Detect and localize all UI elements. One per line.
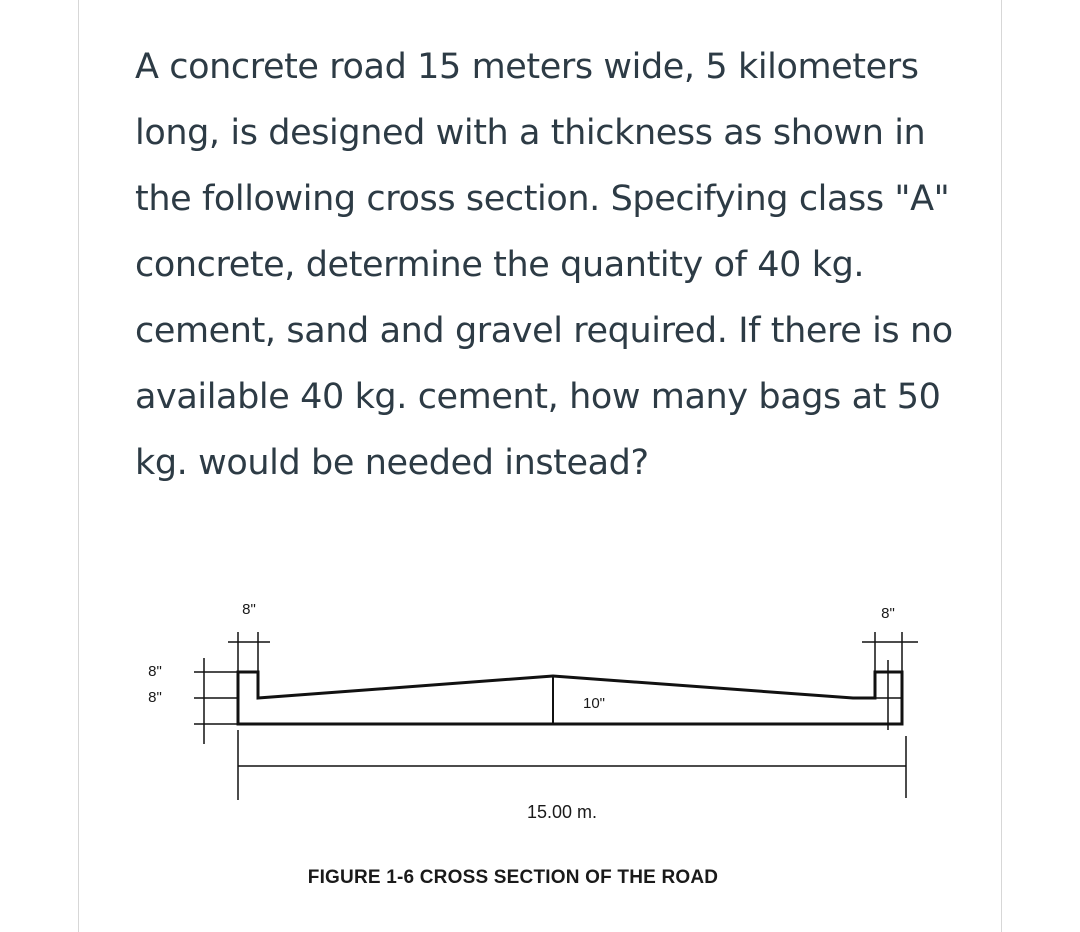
right-curb-width-label: 8": [881, 605, 895, 622]
center-thickness-label: 10": [582, 695, 606, 712]
figure-caption: FIGURE 1-6 CROSS SECTION OF THE ROAD: [307, 867, 719, 888]
road-cross-section-figure: [120, 580, 940, 900]
road-width-label: 15.00 m.: [526, 802, 598, 822]
curb-height-label: 8": [148, 663, 162, 680]
road-section-outline: [238, 672, 902, 724]
left-curb-width-label: 8": [242, 601, 256, 618]
question-text: A concrete road 15 meters wide, 5 kilometers long, is designed with a thickness as shown in the following cross section. Specifying class "A" concrete, determine the quantity of 40 kg. cement, sand and gravel required. If there is no available 40 kg. cement, how many bags at 50 kg. would be needed instead?: [135, 47, 953, 483]
edge-thickness-label: 8": [148, 689, 162, 706]
